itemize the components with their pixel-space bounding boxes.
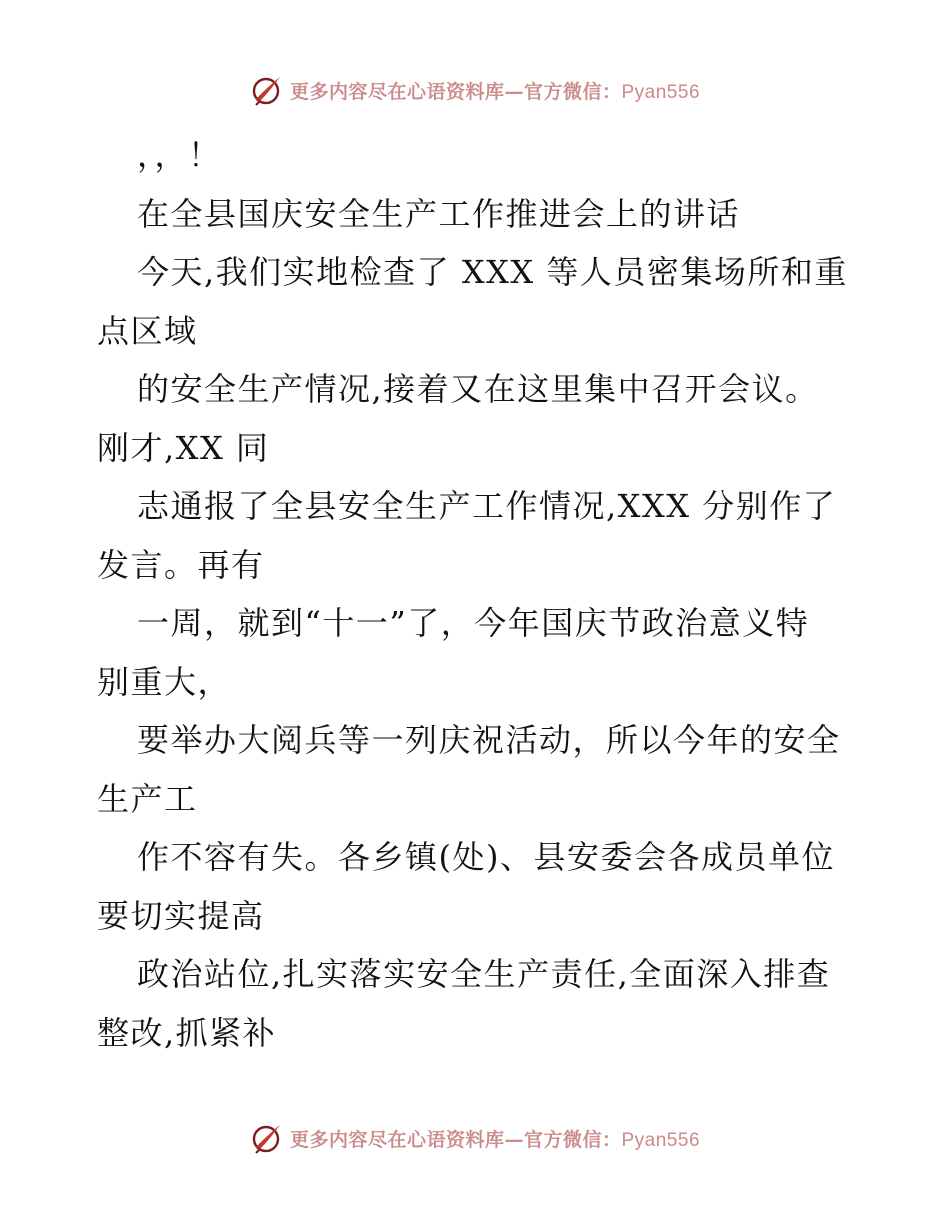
- text-line: 作不容有失。各乡镇(处)、县安委会各成员单位: [137, 838, 835, 876]
- header-watermark-id: Pyan556: [621, 81, 701, 103]
- footer-watermark-text: [290, 1125, 700, 1152]
- header-watermark-banner: [0, 70, 950, 110]
- document-body: [97, 126, 857, 1062]
- text-line: ，，！: [137, 136, 222, 174]
- text-line: 发言。再有: [97, 545, 265, 584]
- header-watermark-cn: 更多内容尽在心语资料库—官方微信：: [289, 80, 622, 103]
- quill-pen-logo-icon: [250, 1121, 284, 1155]
- text-line: 一周，就到“十一”了，今年国庆节政治意义特: [137, 604, 810, 642]
- footer-watermark-cn: 更多内容尽在心语资料库—官方微信：: [289, 1128, 622, 1151]
- footer-watermark-banner: [0, 1118, 950, 1158]
- footer-watermark-id: Pyan556: [621, 1129, 701, 1151]
- text-line: 刚才,XX 同: [97, 428, 270, 467]
- text-line: 生产工: [97, 779, 198, 818]
- text-line: 今天,我们实地检查了 XXX 等人员密集场所和重: [137, 253, 848, 291]
- text-line: 点区域: [97, 311, 198, 350]
- header-watermark-text: [290, 77, 700, 104]
- text-line: 要举办大阅兵等一列庆祝活动，所以今年的安全: [137, 721, 841, 759]
- quill-pen-logo-icon: [250, 73, 284, 107]
- text-line: 别重大，: [97, 662, 232, 701]
- text-line: 整改,抓紧补: [97, 1013, 277, 1052]
- text-line: 要切实提高: [97, 896, 265, 935]
- text-line: 的安全生产情况,接着又在这里集中召开会议。: [137, 370, 819, 408]
- text-line: 志通报了全县安全生产工作情况,XXX 分别作了: [137, 487, 837, 525]
- document-title: 在全县国庆安全生产工作推进会上的讲话: [137, 194, 741, 233]
- text-line: 政治站位,扎实落实安全生产责任,全面深入排查: [137, 955, 831, 993]
